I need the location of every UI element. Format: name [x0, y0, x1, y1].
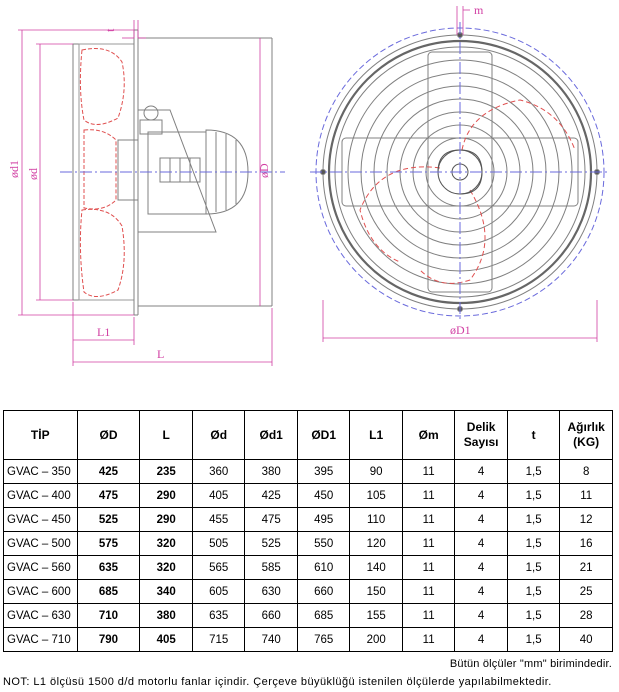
cell-weight: 25: [560, 580, 613, 604]
header-m: Øm: [402, 411, 454, 460]
cell-L: 320: [140, 556, 192, 580]
cell-t: 1,5: [507, 532, 559, 556]
header-L1: L1: [350, 411, 402, 460]
cell-m: 11: [402, 628, 454, 652]
table-row: [4, 556, 613, 580]
cell-D: 475: [77, 484, 140, 508]
cell-d1: 380: [245, 460, 297, 484]
cell-L: 235: [140, 460, 192, 484]
cell-D: 635: [77, 556, 140, 580]
cell-weight: 21: [560, 556, 613, 580]
cell-tip: GVAC – 450: [4, 508, 78, 532]
cell-t: 1,5: [507, 628, 559, 652]
cell-L: 290: [140, 508, 192, 532]
cell-D1: 495: [297, 508, 349, 532]
table-header-row: [4, 411, 613, 460]
cell-d: 635: [192, 604, 244, 628]
D1-label: øD1: [450, 323, 471, 337]
cell-m: 11: [402, 580, 454, 604]
cell-holes: 4: [455, 628, 507, 652]
cell-m: 11: [402, 508, 454, 532]
cell-D1: 610: [297, 556, 349, 580]
cell-m: 11: [402, 604, 454, 628]
cell-D1: 395: [297, 460, 349, 484]
header-d1: Ød1: [245, 411, 297, 460]
cell-t: 1,5: [507, 580, 559, 604]
cell-L: 320: [140, 532, 192, 556]
cell-t: 1,5: [507, 484, 559, 508]
cell-D: 425: [77, 460, 140, 484]
cell-L1: 140: [350, 556, 402, 580]
table-row: [4, 460, 613, 484]
D-label: øD: [257, 163, 271, 178]
L-label: L: [157, 347, 165, 361]
cell-tip: GVAC – 500: [4, 532, 78, 556]
header-weight: Ağırlık (KG): [560, 411, 613, 460]
disclaimer-note: NOT: L1 ölçüsü 1500 d/d motorlu fanlar içindir. Çerçeve büyüklüğü istenilen ölçülerde yapılabilmektedir.: [3, 676, 552, 688]
cell-holes: 4: [455, 508, 507, 532]
cell-L1: 90: [350, 460, 402, 484]
cell-L1: 200: [350, 628, 402, 652]
cell-d1: 660: [245, 604, 297, 628]
cell-d1: 585: [245, 556, 297, 580]
cell-holes: 4: [455, 580, 507, 604]
header-L: L: [140, 411, 192, 460]
table-row: [4, 580, 613, 604]
header-d: Ød: [192, 411, 244, 460]
cell-L1: 155: [350, 604, 402, 628]
side-view: [60, 30, 285, 315]
cell-L: 380: [140, 604, 192, 628]
header-tip: TİP: [4, 411, 78, 460]
cell-tip: GVAC – 350: [4, 460, 78, 484]
cell-t: 1,5: [507, 556, 559, 580]
cell-D: 790: [77, 628, 140, 652]
cell-d: 565: [192, 556, 244, 580]
cell-L: 340: [140, 580, 192, 604]
header-D1: ØD1: [297, 411, 349, 460]
cell-holes: 4: [455, 556, 507, 580]
cell-weight: 11: [560, 484, 613, 508]
cell-D1: 450: [297, 484, 349, 508]
cell-holes: 4: [455, 532, 507, 556]
cell-holes: 4: [455, 460, 507, 484]
cell-m: 11: [402, 556, 454, 580]
cell-d: 605: [192, 580, 244, 604]
cell-m: 11: [402, 460, 454, 484]
cell-d: 715: [192, 628, 244, 652]
header-t: t: [507, 411, 559, 460]
cell-L: 290: [140, 484, 192, 508]
cell-weight: 40: [560, 628, 613, 652]
L1-label: L1: [97, 325, 111, 339]
cell-t: 1,5: [507, 604, 559, 628]
cell-L1: 110: [350, 508, 402, 532]
cell-holes: 4: [455, 484, 507, 508]
cell-weight: 8: [560, 460, 613, 484]
cell-D: 525: [77, 508, 140, 532]
d-label: ød: [26, 168, 40, 180]
cell-m: 11: [402, 532, 454, 556]
cell-d: 360: [192, 460, 244, 484]
cell-L1: 150: [350, 580, 402, 604]
table-row: [4, 628, 613, 652]
front-labels: [450, 3, 484, 337]
d1-label: ød1: [7, 160, 21, 178]
header-D: ØD: [77, 411, 140, 460]
cell-m: 11: [402, 484, 454, 508]
cell-D1: 550: [297, 532, 349, 556]
cell-tip: GVAC – 560: [4, 556, 78, 580]
cell-d1: 525: [245, 532, 297, 556]
cell-t: 1,5: [507, 460, 559, 484]
header-holes: Delik Sayısı: [455, 411, 507, 460]
cell-L1: 120: [350, 532, 402, 556]
cell-tip: GVAC – 400: [4, 484, 78, 508]
cell-D: 685: [77, 580, 140, 604]
cell-L: 405: [140, 628, 192, 652]
cell-tip: GVAC – 630: [4, 604, 78, 628]
cell-weight: 12: [560, 508, 613, 532]
cell-tip: GVAC – 600: [4, 580, 78, 604]
cell-tip: GVAC – 710: [4, 628, 78, 652]
cell-t: 1,5: [507, 508, 559, 532]
cell-D: 710: [77, 604, 140, 628]
side-labels: [7, 28, 271, 361]
table-row: [4, 532, 613, 556]
cell-holes: 4: [455, 604, 507, 628]
cell-weight: 28: [560, 604, 613, 628]
cell-D1: 660: [297, 580, 349, 604]
table-row: [4, 508, 613, 532]
cell-D: 575: [77, 532, 140, 556]
t-label: t: [103, 28, 117, 32]
cell-d1: 630: [245, 580, 297, 604]
cell-D1: 685: [297, 604, 349, 628]
side-dimensions: [18, 20, 272, 366]
cell-D1: 765: [297, 628, 349, 652]
specification-table: [3, 410, 613, 652]
cell-d1: 475: [245, 508, 297, 532]
cell-L1: 105: [350, 484, 402, 508]
cell-d1: 740: [245, 628, 297, 652]
cell-weight: 16: [560, 532, 613, 556]
cell-d1: 425: [245, 484, 297, 508]
front-view: [310, 22, 610, 322]
cell-d: 405: [192, 484, 244, 508]
cell-d: 455: [192, 508, 244, 532]
table-row: [4, 484, 613, 508]
m-label: m: [474, 3, 484, 17]
table-row: [4, 604, 613, 628]
cell-d: 505: [192, 532, 244, 556]
units-note: Bütün ölçüler "mm" birimindedir.: [449, 658, 612, 670]
